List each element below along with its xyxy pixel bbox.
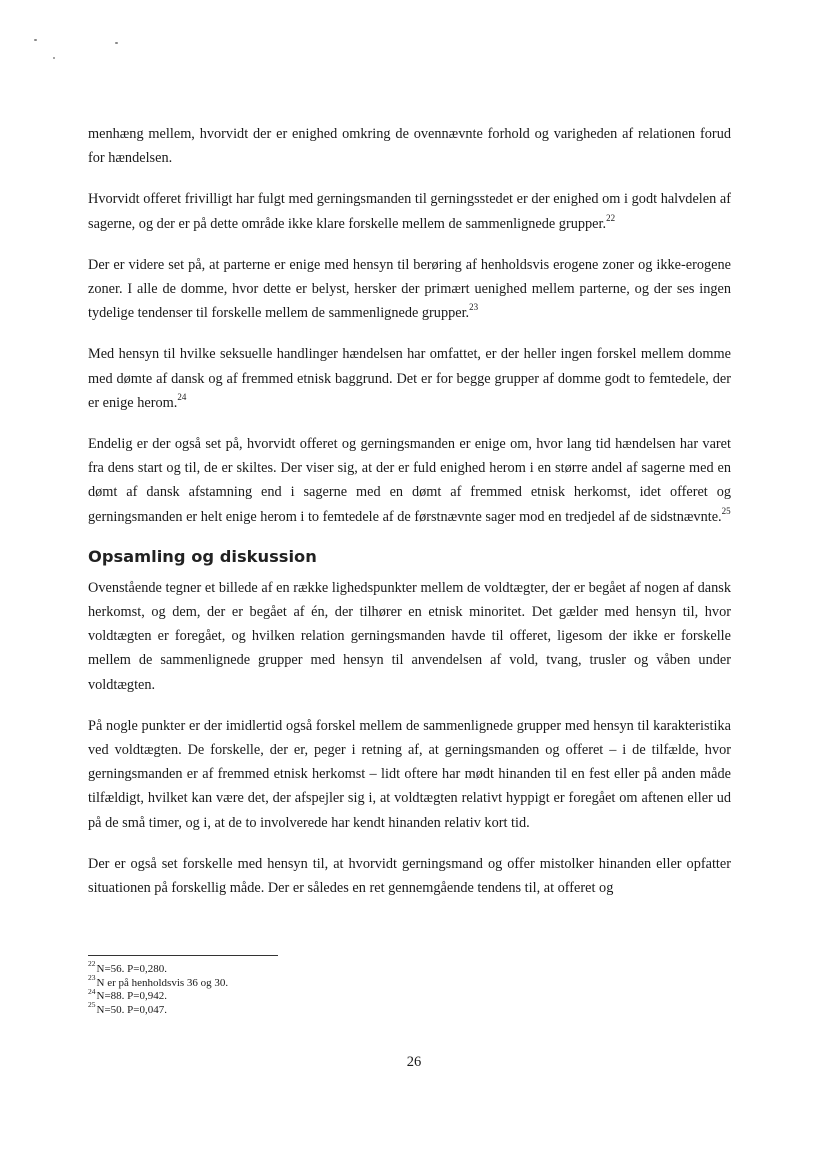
paragraph: menhæng mellem, hvorvidt der er enighed omkring de ovennævnte forhold og varigheden af relationen forud for hændelsen. [88, 126, 731, 167]
footnote: $^{23}$N er på henholdsvis 36 og 30. [88, 972, 229, 989]
footnote-ref[interactable]: 25 [721, 505, 731, 516]
paragraph: På nogle punkter er der imidlertid også forskel mellem de sammenlignede grupper med hensyn til karakteristika ved voldtægten. De forskelle, der er, peger i retning af, at gerningsmanden og offeret – i de tilfælde, hvor gerningsmanden er af fremmed etnisk herkomst – lidt oftere har mødt hinanden til en fest eller på anden måde tilfældigt, hvilket kan være det, der afspejler sig i, at voldtægten relativt hyppigt er foregået om aftenen eller ud på de små timer, og i, at de to involverede har kendt hinanden relativ kort tid. [88, 717, 731, 831]
footnotes [88, 959, 488, 1017]
page-number: 26 [406, 1054, 422, 1070]
body-text [88, 122, 731, 917]
footnote-number: 23 [88, 972, 96, 982]
section-heading: Opsamling og diskussion [88, 546, 317, 566]
paragraph: Der er også set forskelle med hensyn til, at hvorvidt gerningsmand og offer mistolker hinanden eller opfatter situationen på forskellig måde. Der er således en ret gennemgående tendens til, at offeret og [88, 855, 731, 897]
footnote: $^{25}$N=50. P=0,047. [88, 1000, 167, 1016]
paragraph: Med hensyn til hvilke seksuelle handlinger hændelsen har omfattet, er der heller ingen forskel mellem domme med dømte af dansk og af fremmed etnisk baggrund. Det er for begge grupper af domme godt to femtedele, der er enige herom.$^{24}$ [88, 346, 731, 411]
footnote-ref[interactable]: 22 [606, 212, 616, 223]
paragraph: Der er videre set på, at parterne er enige med hensyn til berøring af henholdsvis erogene zoner og ikke-erogene zoner. I alle de domme, hvor dette er belyst, hersker der primært uenighed mellem parterne, og der ses ingen tydelige tendenser til forskelle mellem de sammenlignede grupper.$^{23}$ [88, 256, 731, 322]
paragraph: Endelig er der også set på, hvorvidt offeret og gerningsmanden er enige om, hvor lang tid hændelsen har varet fra dens start og til, de er skiltes. Der viser sig, at der er fuld enighed herom i en større andel af sagerne med en dømt af dansk afstamning end i sagerne med en dømt af fremmed etnisk herkomst, idet offeret og gerningsmanden er helt enige herom i to femtedele af de førstnævnte sager mod en tredjedel af de sidstnævnte.$^{25}$ [88, 436, 731, 525]
footnote-number: 22 [88, 959, 96, 969]
footnote: $^{22}$N=56. P=0,280. [88, 959, 167, 975]
paragraph: Ovenstående tegner et billede af en række lighedspunkter mellem de voldtægter, der er begået af nogen af dansk herkomst, og dem, der er begået af én, der tilhører en etnisk minoritet. Det gælder med hensyn til, hvor voldtægten er foregået, og hvilken relation gerningsmanden havde til offeret, ligesom der ikke er forskelle mellem de sammenlignede grupper med hensyn til anvendelsen af vold, tvang, trusler og våben under voldtægten. [88, 579, 731, 693]
footnote-number: 25 [88, 1000, 96, 1010]
footnote-number: 24 [88, 986, 96, 996]
paragraph: Hvorvidt offeret frivilligt har fulgt med gerningsmanden til gerningsstedet er der enighed om i godt halvdelen af sagerne, og der er på dette område ikke klare forskelle mellem de sammenlignede grupper.$^{22}$ [88, 191, 731, 232]
footnote: $^{24}$N=88. P=0,942. [88, 986, 167, 1003]
footnote-ref[interactable]: 23 [469, 302, 479, 313]
footnote-ref[interactable]: 24 [177, 392, 187, 403]
footnote-divider [88, 955, 278, 956]
